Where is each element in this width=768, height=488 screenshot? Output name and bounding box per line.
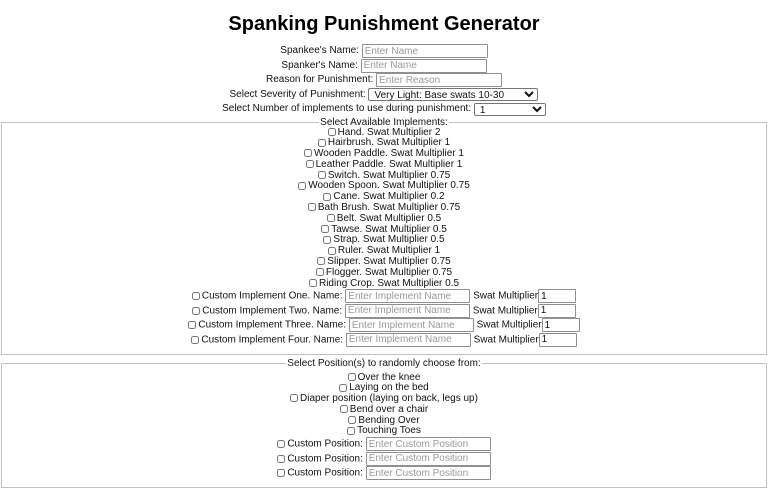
custom-position-checkbox[interactable] [277,469,285,477]
implement-count-label: Select Number of implements to use during punishment: [222,103,472,114]
custom-implement-checkbox[interactable] [192,307,200,315]
custom-position-checkbox[interactable] [277,455,285,463]
implement-checkbox[interactable] [321,225,329,233]
implement-label: Flogger. Swat Multiplier 0.75 [325,266,453,278]
custom-position-label: Custom Position: [287,438,363,450]
implement-checkbox[interactable] [304,149,312,157]
implement-label: Wooden Spoon. Swat Multiplier 0.75 [308,180,470,192]
position-label: Touching Toes [357,425,421,437]
implement-label: Hairbrush. Swat Multiplier 1 [327,137,451,149]
severity-label: Select Severity of Punishment: [229,88,366,100]
swat-multiplier-input[interactable] [538,304,576,318]
custom-implement-checkbox[interactable] [191,336,199,344]
implement-label: Hand. Swat Multiplier 2 [337,126,441,138]
position-label: Bend over a chair [349,403,429,415]
position-label: Over the knee [357,371,421,383]
reason-input[interactable] [376,73,502,87]
implement-label: Switch. Swat Multiplier 0.75 [327,169,451,181]
implement-option[interactable] [4,279,764,290]
custom-implement-name-input[interactable] [346,333,471,347]
custom-position-row [4,466,764,481]
implement-label: Cane. Swat Multiplier 0.2 [333,191,445,203]
custom-position-input[interactable] [366,466,491,480]
implement-checkbox[interactable] [318,171,326,179]
custom-implement-label: Custom Implement Two. Name: [202,305,343,317]
swat-multiplier-input[interactable] [538,289,576,303]
swat-multiplier-label: Swat Multiplier [476,320,542,332]
swat-multiplier-label: Swat Multiplier [473,334,539,346]
custom-position-input[interactable] [366,452,491,466]
position-checkbox[interactable] [339,384,347,392]
spankee-name-input[interactable] [362,44,488,58]
implement-checkbox[interactable] [318,139,326,147]
swat-multiplier-label: Swat Multiplier [473,291,539,303]
custom-implement-row [4,333,764,348]
implement-checkbox[interactable] [309,279,317,287]
position-checkbox[interactable] [340,405,348,413]
position-checkbox[interactable] [348,416,356,424]
custom-position-label: Custom Position: [287,467,363,479]
custom-implement-name-input[interactable] [345,304,470,318]
custom-implement-row [4,318,764,333]
custom-implement-row [4,289,764,304]
positions-fieldset [1,358,767,488]
implements-legend: Select Available Implements: [320,116,448,128]
implement-checkbox[interactable] [327,214,335,222]
swat-multiplier-label: Swat Multiplier [472,305,538,317]
implement-checkbox[interactable] [316,268,324,276]
position-option[interactable] [4,426,764,437]
custom-implement-checkbox[interactable] [188,321,196,329]
custom-implement-label: Custom Implement Three. Name: [198,320,347,332]
implement-label: Leather Paddle. Swat Multiplier 1 [315,158,463,170]
position-checkbox[interactable] [347,427,355,435]
custom-implement-name-input[interactable] [345,289,470,303]
implement-label: Bath Brush. Swat Multiplier 0.75 [317,202,461,214]
custom-implement-checkbox[interactable] [192,292,200,300]
custom-implement-row [4,304,764,319]
implement-label: Tawse. Swat Multiplier 0.5 [331,223,447,235]
implement-count-select[interactable] [474,103,546,116]
spankee-label: Spankee's Name: [280,45,359,56]
custom-implement-label: Custom Implement Four. Name: [201,334,344,346]
reason-label: Reason for Punishment: [265,74,374,85]
implements-fieldset [1,117,767,355]
custom-position-input[interactable] [366,437,491,451]
position-label: Diaper position (laying on back, legs up) [300,393,478,405]
position-label: Bending Over [358,414,420,426]
position-checkbox[interactable] [348,373,356,381]
custom-position-row [4,452,764,467]
implement-checkbox[interactable] [328,247,336,255]
implement-label: Wooden Paddle. Swat Multiplier 1 [314,148,464,160]
position-label: Laying on the bed [349,382,429,394]
reason-row [0,73,768,88]
spanker-label: Spanker's Name: [281,59,358,71]
custom-position-row [4,437,764,452]
implement-checkbox[interactable] [323,236,331,244]
spanker-row [0,59,768,74]
swat-multiplier-input[interactable] [542,318,580,332]
implement-checkbox[interactable] [317,257,325,265]
severity-row [0,88,768,103]
spankee-row [0,44,768,59]
implement-label: Slipper. Swat Multiplier 0.75 [327,256,451,268]
page-title: Spanking Punishment Generator [228,13,540,35]
position-checkbox[interactable] [290,394,298,402]
implement-checkbox[interactable] [298,182,306,190]
implements-list [4,128,764,290]
implement-label: Riding Crop. Swat Multiplier 0.5 [318,277,460,289]
custom-implement-label: Custom Implement One. Name: [201,291,343,303]
custom-position-label: Custom Position: [287,453,363,465]
implement-label: Belt. Swat Multiplier 0.5 [336,212,442,224]
positions-legend: Select Position(s) to randomly choose from: [287,357,481,369]
implement-checkbox[interactable] [308,203,316,211]
implement-checkbox[interactable] [306,160,314,168]
custom-position-checkbox[interactable] [277,440,285,448]
custom-implement-name-input[interactable] [349,318,474,332]
implement-checkbox[interactable] [328,128,336,136]
swat-multiplier-input[interactable] [539,333,577,347]
implement-checkbox[interactable] [323,193,331,201]
implement-count-row [0,102,768,117]
implement-label: Ruler. Swat Multiplier 1 [337,245,441,257]
severity-select[interactable] [368,88,538,101]
implement-label: Strap. Swat Multiplier 0.5 [333,234,445,246]
spanker-name-input[interactable] [361,59,487,73]
